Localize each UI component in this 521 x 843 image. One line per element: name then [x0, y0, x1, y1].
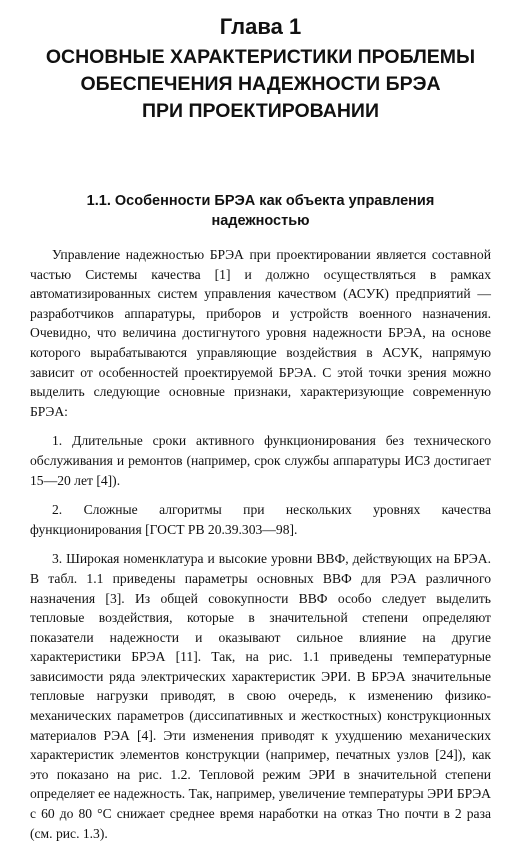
chapter-title-line: ОСНОВНЫЕ ХАРАКТЕРИСТИКИ ПРОБЛЕМЫ [45, 46, 476, 68]
chapter-title [30, 44, 491, 125]
chapter-title-line: ПРИ ПРОЕКТИРОВАНИИ [142, 100, 379, 122]
list-item-2: 2. Сложные алгоритмы при нескольких уровнях качества функционирования [ГОСТ РВ 20.39.303—98]. [30, 502, 491, 537]
section-title-line: 1.1. Особенности БРЭА как объекта управления [86, 193, 435, 209]
list-item-3: 3. Широкая номенклатура и высокие уровни ВВФ, действующих на БРЭА. В табл. 1.1 приведены параметры основных ВВФ для РЭА различного назначения [3]. Из общей совокупности ВВФ особо следует выделить тепловые воздействия, которые в значительной степени определяют показатели надежности и оказывают сильное влияние на другие характеристики БРЭА [11]. Так, на рис. 1.1 приведены температурные зависимости ряда электрических характеристик ЭРИ. В БРЭА значительные тепловые нагрузки приводят, в свою очередь, к изменению физико-механических параметров (диссипативных и жесткостных) конструкционных материалов РЭА [4]. Эти изменения приводят к ухудшению механических характеристик элементов конструкции (например, печатных узлов [24]), как это показано на рис. 1.2. Тепловой режим ЭРИ в значительной степени определяет ее надежность. Так, например, увеличение температуры ЭРИ БРЭА с 60 до 80 °С снижает среднее время наработки на отказ Tно почти в 2 раза (см. рис. 1.3). [30, 551, 491, 841]
document-page [0, 14, 521, 841]
section-title [30, 191, 491, 231]
intro-paragraph: Управление надежностью БРЭА при проектировании является составной частью Системы качества [1] и должно осуществляться в рамках автоматизированных систем управления качеством (АСУК) предприятий — разработчиков аппаратуры, приборов и устройств военного назначения. Очевидно, что величина достигнутого уровня надежности БРЭА, на основе которого вырабатываются управляющие воздействия в АСУК, напрямую зависит от особенностей проектируемой БРЭА. С этой точки зрения можно выделить следующие основные признаки, характеризующие современную БРЭА: [30, 247, 491, 419]
list-item-1: 1. Длительные сроки активного функционирования без технического обслуживания и ремонтов (например, срок службы аппаратуры ИСЗ достигает 15—20 лет [4]). [30, 433, 491, 488]
section-title-line: надежностью [211, 213, 310, 229]
chapter-label: Глава 1 [219, 14, 302, 39]
chapter-title-line: ОБЕСПЕЧЕНИЯ НАДЕЖНОСТИ БРЭА [80, 73, 441, 95]
